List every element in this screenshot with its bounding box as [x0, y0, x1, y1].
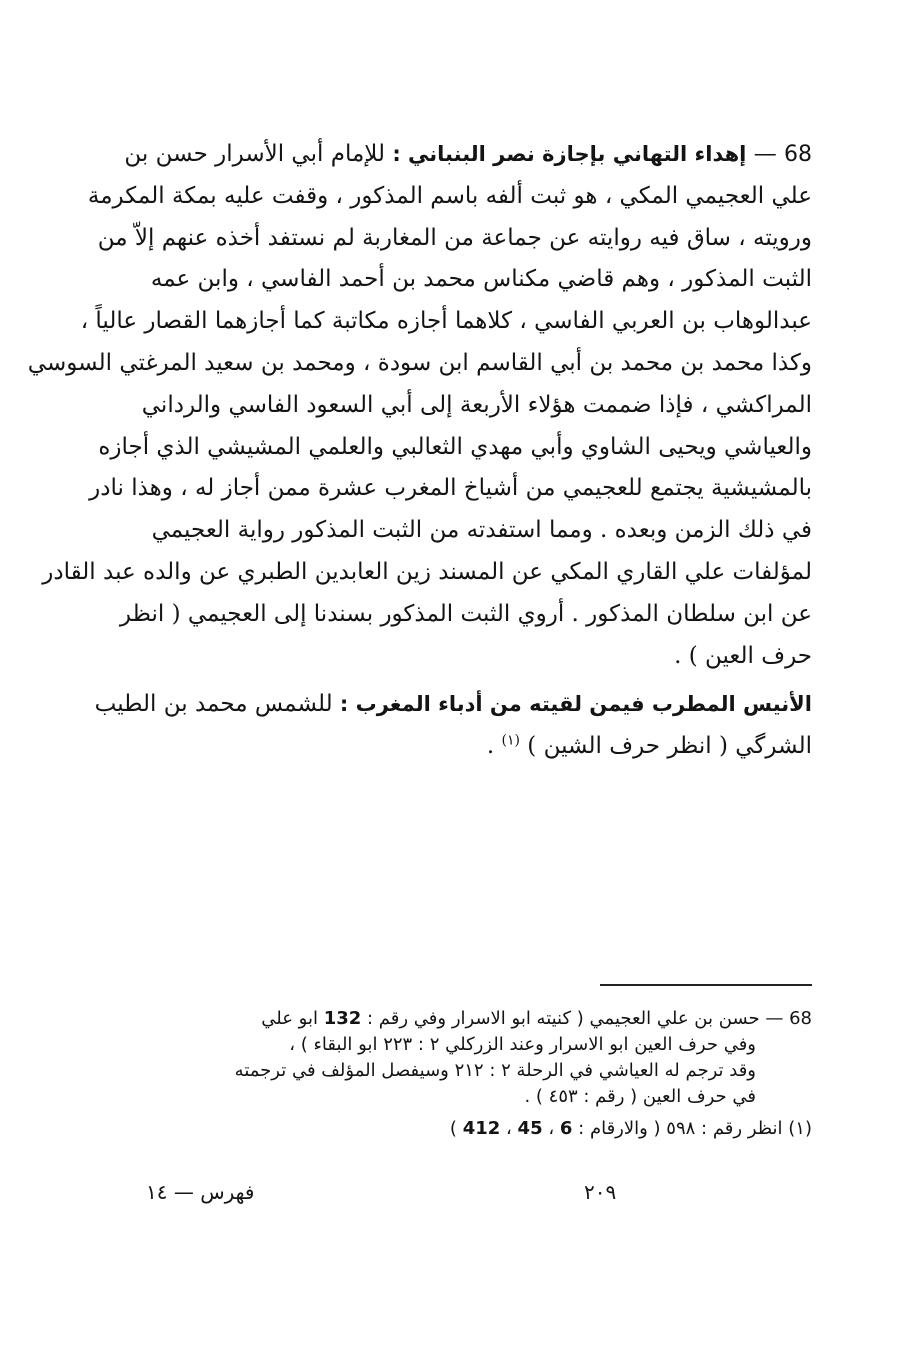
footnotes	[132, 1006, 812, 1142]
footnote-1-text: انظر رقم : ٥٩٨ ( والارقام :	[578, 1118, 783, 1139]
footnote-1-n1: 6	[559, 1118, 573, 1139]
footnote-1-close: )	[449, 1118, 457, 1139]
footnote-1	[132, 1116, 812, 1142]
separator: ،	[506, 1118, 512, 1139]
body-line: في ذلك الزمن وبعده . ومما استفدته من الثبت المذكور رواية العجيمي	[151, 517, 812, 544]
body-line: الثبت المذكور ، وهم قاضي مكناس محمد بن أحمد الفاسي ، وابن عمه	[150, 266, 812, 293]
body-line: والعياشي ويحيى الشاوي وأبي مهدي الثعالبي والعلمي المشيشي الذي أجازه	[98, 433, 812, 460]
entry-dash: —	[753, 141, 777, 167]
footnote-1-n3: 412	[462, 1118, 501, 1139]
footnote-68-ref: 132	[323, 1008, 362, 1029]
entry-anis-title: الأنيس المطرب فيمن لقيته من أدباء المغرب :	[339, 692, 812, 716]
body-line-last: حرف العين ) .	[674, 642, 812, 669]
body-line: علي العجيمي المكي ، هو ثبت ألفه باسم المذكور ، وقفت عليه بمكة المكرمة	[87, 182, 812, 209]
page-number: ٢٠٩	[584, 1180, 617, 1204]
footnote-1-n2: 45	[517, 1118, 543, 1139]
footnote-68-line-4: في حرف العين ( رقم : ٤٥٣ ) .	[524, 1086, 756, 1107]
footnote-1-mark: (١)	[788, 1118, 812, 1139]
entry-anis-first-text: للشمس محمد بن الطيب	[94, 691, 333, 717]
footnote-68-line-3: وقد ترجم له العياشي في الرحلة ٢ : ٢١٢ وسيفصل المؤلف في ترجمته	[234, 1060, 756, 1081]
footnote-marker: (١)	[501, 732, 520, 749]
entry-68	[27, 134, 812, 677]
body-line: المراكشي ، فإذا ضممت هؤلاء الأربعة إلى أبي السعود الفاسي والرداني	[141, 391, 812, 418]
entry-anis-second-line	[132, 726, 812, 768]
entry-anis	[94, 684, 812, 768]
page-footer	[132, 1180, 812, 1210]
entry-first-text: للإمام أبي الأسرار حسن بن	[124, 141, 386, 167]
body-line: وكذا محمد بن محمد بن أبي القاسم ابن سودة ، ومحمد بن سعيد المرغتي السوسي	[27, 349, 812, 376]
entry-anis-text: الشرگي ( انظر حرف الشين )	[527, 732, 812, 759]
entry-number: 68	[784, 142, 812, 167]
separator: ،	[548, 1118, 555, 1139]
body-line: بالمشيشية يجتمع للعجيمي من أشياخ المغرب عشرة ممن أجاز له ، وهذا نادر	[89, 475, 812, 502]
body-line: عبدالوهاب بن العربي الفاسي ، كلاهما أجازه مكاتبة كما أجازهما القصار عالياً ،	[80, 308, 812, 335]
footnote-separator	[600, 984, 812, 986]
footnote-68-line-1	[132, 1006, 812, 1032]
body-line: عن ابن سلطان المذكور . أروي الثبت المذكور بسندنا إلى العجيمي ( انظر	[119, 600, 812, 627]
footnote-68-dash: —	[765, 1008, 784, 1029]
footnote-68-line-2: وفي حرف العين ابو الاسرار وعند الزركلي ٢ : ٢٢٣ ابو البقاء ) ،	[289, 1034, 756, 1055]
entry-anis-first-line	[94, 684, 812, 726]
footnote-68-text: حسن بن علي العجيمي ( كنيته ابو الاسرار وفي رقم :	[367, 1008, 760, 1029]
footnote-68-number: 68	[789, 1008, 812, 1029]
entry-68-first-line	[124, 134, 812, 176]
footnote-68-text-b: ابو علي	[261, 1008, 318, 1029]
signature-mark: فهرس — ١٤	[146, 1180, 255, 1204]
entry-anis-end: .	[486, 732, 495, 759]
body-line: ورويته ، ساق فيه روايته عن جماعة من المغاربة لم نستفد أخذه عنهم إلاّ من	[97, 224, 812, 251]
body-line: لمؤلفات علي القاري المكي عن المسند زين العابدين الطبري عن والده عبد القادر	[42, 558, 812, 585]
entry-title: إهداء التهاني بإجازة نصر البنباني :	[392, 142, 747, 166]
